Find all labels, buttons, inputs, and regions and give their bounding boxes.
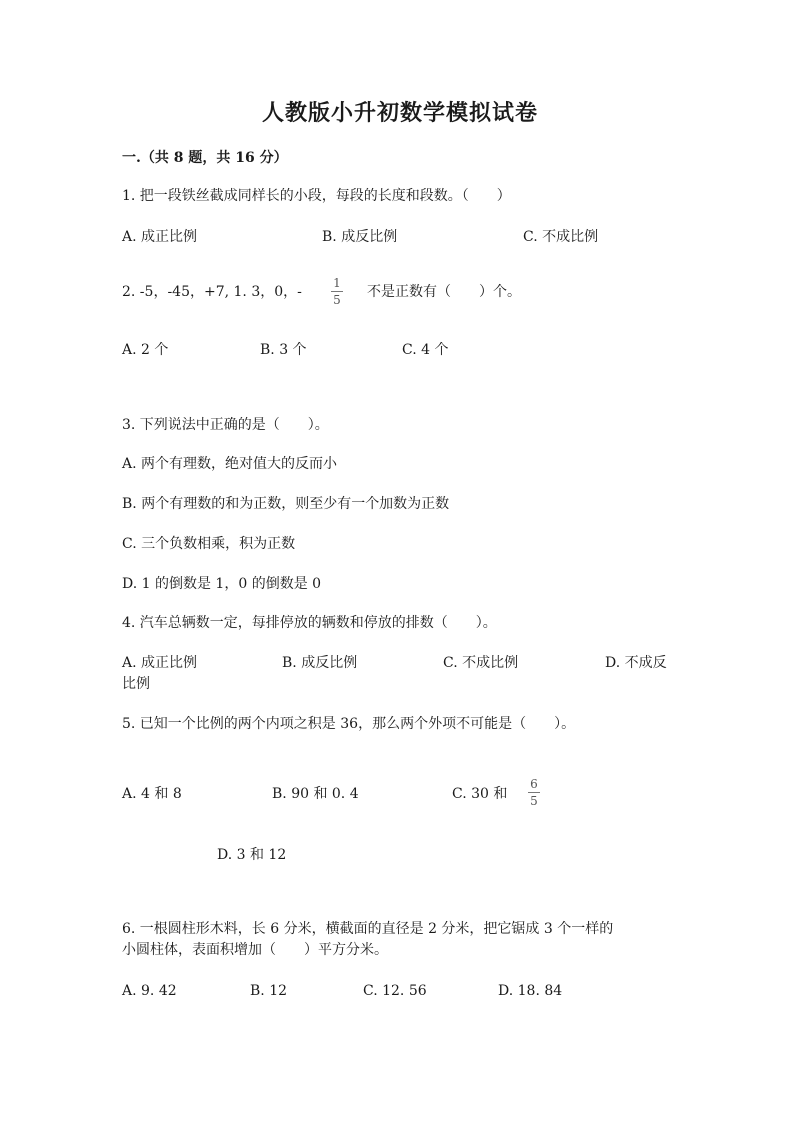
question-5-option-b: B. 90 和 0. 4 (272, 786, 359, 802)
question-2-option-b: B. 3 个 (260, 342, 307, 358)
question-3-option-c: C. 三个负数相乘，积为正数 (122, 536, 296, 552)
fraction-denominator: 5 (333, 293, 341, 307)
question-2-option-c: C. 4 个 (402, 342, 449, 358)
question-3-option-d: D. 1 的倒数是 1，0 的倒数是 0 (122, 576, 322, 592)
question-5-option-d: D. 3 和 12 (217, 847, 287, 863)
question-6-text-line-1: 6. 一根圆柱形木料，长 6 分米，横截面的直径是 2 分米，把它锯成 3 个一样的 (122, 921, 614, 937)
question-5-fraction (526, 777, 542, 808)
question-1-option-b: B. 成反比例 (322, 229, 398, 245)
question-5-option-a: A. 4 和 8 (122, 786, 182, 802)
question-4-option-d-continued: 比例 (122, 676, 150, 692)
question-2-text-before: 2. -5，-45，+7, 1. 3，0，- (122, 284, 302, 300)
question-2-text-after: 不是正数有（ ）个。 (367, 284, 521, 300)
question-4-option-c: C. 不成比例 (443, 655, 519, 671)
question-1-option-c: C. 不成比例 (523, 229, 599, 245)
question-2-fraction (329, 276, 345, 307)
fraction-bar (528, 792, 540, 793)
question-3-option-a: A. 两个有理数，绝对值大的反而小 (122, 456, 338, 472)
fraction-bar (331, 291, 343, 292)
question-4-option-a: A. 成正比例 (122, 655, 198, 671)
fraction-numerator: 1 (333, 276, 341, 290)
question-6-option-c: C. 12. 56 (363, 983, 427, 999)
question-5-text: 5. 已知一个比例的两个内项之积是 36，那么两个外项不可能是（ ）。 (122, 716, 576, 732)
fraction-numerator: 6 (530, 777, 538, 791)
question-4-option-d: D. 不成反 (605, 655, 667, 671)
question-6-text-line-2: 小圆柱体，表面积增加（ ）平方分米。 (122, 942, 388, 958)
question-6-option-d: D. 18. 84 (498, 983, 563, 999)
question-6-option-a: A. 9. 42 (122, 983, 177, 999)
question-6-option-b: B. 12 (250, 983, 288, 999)
page-title: 人教版小升初数学模拟试卷 (261, 100, 538, 126)
fraction-denominator: 5 (530, 794, 538, 808)
question-4-text: 4. 汽车总辆数一定，每排停放的辆数和停放的排数（ ）。 (122, 615, 497, 631)
section-heading: 一.（共 8 题，共 16 分） (122, 150, 288, 166)
question-2-option-a: A. 2 个 (122, 342, 169, 358)
question-3-text: 3. 下列说法中正确的是（ ）。 (122, 417, 329, 433)
question-1-text: 1. 把一段铁丝截成同样长的小段，每段的长度和段数。（ ） (122, 188, 511, 204)
question-1-option-a: A. 成正比例 (122, 229, 198, 245)
question-4-option-b: B. 成反比例 (282, 655, 358, 671)
question-5-option-c: C. 30 和 (452, 786, 508, 802)
question-3-option-b: B. 两个有理数的和为正数，则至少有一个加数为正数 (122, 496, 450, 512)
